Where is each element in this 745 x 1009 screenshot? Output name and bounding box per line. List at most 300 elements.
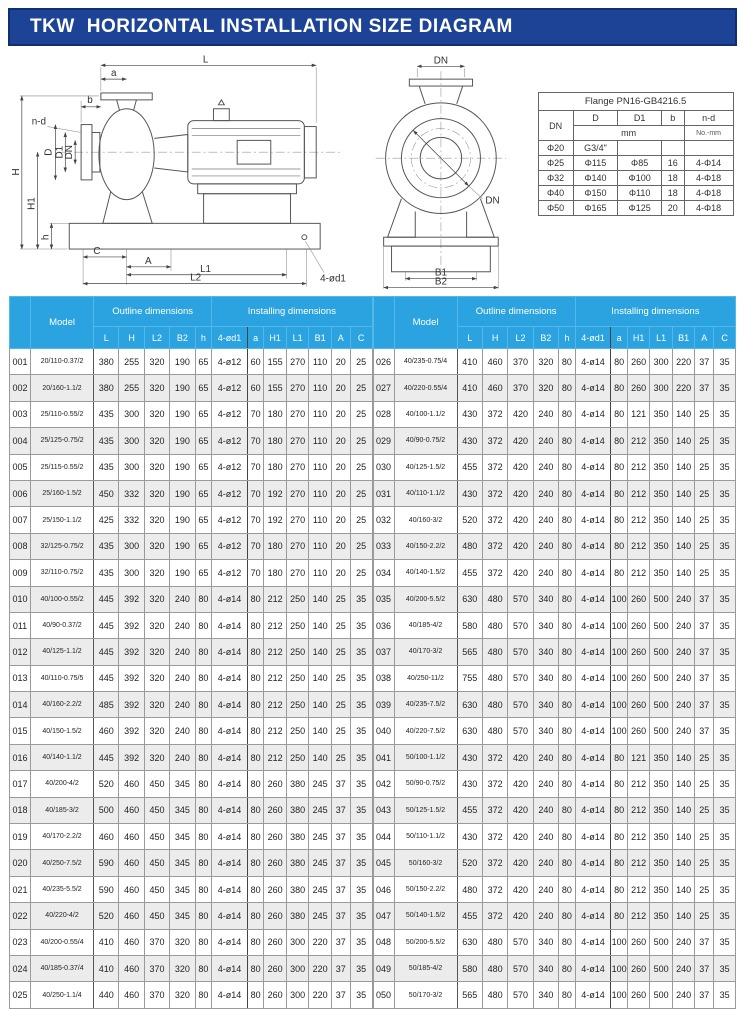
row-number-cell: 048 <box>373 929 394 955</box>
dim-value-cell: 392 <box>119 665 144 691</box>
dim-value-cell: 500 <box>650 955 672 981</box>
dim-value-cell: 155 <box>264 375 286 401</box>
dim-value-cell: 420 <box>508 401 533 427</box>
dim-value-cell: 270 <box>286 533 308 559</box>
dim-value-cell: 192 <box>264 480 286 506</box>
dim-value-cell: 80 <box>195 639 212 665</box>
dim-value-cell: 80 <box>559 665 576 691</box>
dim-value-cell: 80 <box>195 744 212 770</box>
row-number-cell: 012 <box>10 639 31 665</box>
dim-value-cell: 420 <box>508 507 533 533</box>
row-number-cell: 046 <box>373 876 394 902</box>
dim-value-cell: 480 <box>482 639 507 665</box>
model-cell: 40/100-0.55/2 <box>31 586 94 612</box>
row-number-cell: 015 <box>10 718 31 744</box>
dim-value-cell: 250 <box>286 665 308 691</box>
dim-value-cell: 25 <box>331 639 350 665</box>
dim-value-cell: 70 <box>247 428 264 454</box>
dim-value-cell: 4-ø12 <box>212 428 248 454</box>
dim-value-cell: 37 <box>695 929 714 955</box>
model-cell: 50/110-1.1/2 <box>394 824 457 850</box>
dim-value-cell: 350 <box>650 797 672 823</box>
dim-value-cell: 140 <box>672 560 694 586</box>
dim-value-cell: 380 <box>286 850 308 876</box>
dim-value-cell: 140 <box>672 903 694 929</box>
dim-value-cell: 380 <box>94 349 119 375</box>
dim-value-cell: 435 <box>94 454 119 480</box>
dim-label-D1: D1 <box>54 145 66 159</box>
dim-value-cell: 212 <box>264 612 286 638</box>
dim-value-cell: 570 <box>508 665 533 691</box>
row-number-cell: 017 <box>10 771 31 797</box>
dim-value-cell: 80 <box>611 428 628 454</box>
dim-value-cell: 25 <box>350 480 372 506</box>
model-cell: 40/125-1.5/2 <box>394 454 457 480</box>
dim-label-DN-top: DN <box>433 55 448 67</box>
dim-value-cell: 240 <box>533 903 558 929</box>
dim-value-cell: 80 <box>559 876 576 902</box>
dim-value-cell: 240 <box>170 586 195 612</box>
dim-value-cell: 220 <box>309 955 331 981</box>
dim-value-cell: 65 <box>195 375 212 401</box>
dim-value-cell: 565 <box>457 982 482 1008</box>
dim-value-cell: 25 <box>695 850 714 876</box>
flange-table-block <box>532 52 741 216</box>
dim-value-cell: 240 <box>533 533 558 559</box>
dim-value-cell: 4-ø14 <box>575 718 611 744</box>
dim-value-cell: 80 <box>247 771 264 797</box>
col-B1: B1 <box>309 327 331 349</box>
dim-value-cell: 35 <box>714 401 736 427</box>
row-number-cell: 036 <box>373 612 394 638</box>
row-number-cell: 033 <box>373 533 394 559</box>
dim-value-cell: 140 <box>672 428 694 454</box>
dim-value-cell: 80 <box>611 480 628 506</box>
row-number-cell: 002 <box>10 375 31 401</box>
dim-value-cell: 25 <box>350 507 372 533</box>
dim-value-cell: 460 <box>119 850 144 876</box>
model-cell: 40/150-1.5/2 <box>31 718 94 744</box>
dim-value-cell: 25 <box>695 507 714 533</box>
dim-value-cell: 60 <box>247 375 264 401</box>
model-cell: 50/170-3/2 <box>394 982 457 1008</box>
dim-value-cell: 392 <box>119 718 144 744</box>
col-B2: B2 <box>533 327 558 349</box>
dim-value-cell: 140 <box>672 824 694 850</box>
dim-value-cell: 212 <box>627 876 649 902</box>
dim-value-cell: 350 <box>650 824 672 850</box>
flange-table-title: Flange PN16-GB4216.5 <box>538 93 733 111</box>
dim-value-cell: 35 <box>714 744 736 770</box>
dim-value-cell: 37 <box>695 665 714 691</box>
spec-row <box>10 771 373 797</box>
dim-value-cell: 455 <box>457 454 482 480</box>
dim-value-cell: 240 <box>170 612 195 638</box>
flange-unit-no-mm: No.-mm <box>684 126 733 141</box>
dim-value-cell: 35 <box>350 876 372 902</box>
dim-value-cell: 4-ø12 <box>212 480 248 506</box>
dim-value-cell: 260 <box>264 797 286 823</box>
row-number-cell: 035 <box>373 586 394 612</box>
dim-value-cell: 4-ø14 <box>575 771 611 797</box>
row-number-cell: 005 <box>10 454 31 480</box>
flange-col-d1: D1 <box>618 111 662 126</box>
flange-value-cell: G3/4" <box>573 141 618 156</box>
row-number-cell: 014 <box>10 692 31 718</box>
dim-value-cell: 350 <box>650 428 672 454</box>
dim-value-cell: 500 <box>94 797 119 823</box>
dim-value-cell: 140 <box>309 586 331 612</box>
dim-value-cell: 4-ø12 <box>212 349 248 375</box>
dim-value-cell: 180 <box>264 428 286 454</box>
row-number-cell: 038 <box>373 665 394 691</box>
model-header: Model <box>31 297 94 349</box>
model-cell: 40/125-1.1/2 <box>31 639 94 665</box>
dim-value-cell: 450 <box>144 903 169 929</box>
spec-row <box>373 850 736 876</box>
dim-value-cell: 520 <box>457 507 482 533</box>
dim-value-cell: 460 <box>94 824 119 850</box>
dim-value-cell: 220 <box>309 929 331 955</box>
flange-table <box>538 92 734 216</box>
dim-value-cell: 25 <box>350 533 372 559</box>
dim-value-cell: 430 <box>457 480 482 506</box>
dim-value-cell: 20 <box>331 480 350 506</box>
dim-value-cell: 80 <box>247 665 264 691</box>
dim-value-cell: 410 <box>94 929 119 955</box>
dim-value-cell: 20 <box>331 560 350 586</box>
dim-value-cell: 35 <box>350 824 372 850</box>
dim-value-cell: 80 <box>247 929 264 955</box>
col-a: a <box>611 327 628 349</box>
dim-value-cell: 35 <box>714 639 736 665</box>
dim-value-cell: 80 <box>195 665 212 691</box>
spec-tables <box>9 296 736 1009</box>
dim-value-cell: 245 <box>309 771 331 797</box>
dim-value-cell: 320 <box>144 533 169 559</box>
spec-row <box>10 718 373 744</box>
row-number-cell: 032 <box>373 507 394 533</box>
model-cell: 32/110-0.75/2 <box>31 560 94 586</box>
dim-value-cell: 260 <box>264 982 286 1008</box>
row-number-cell: 049 <box>373 955 394 981</box>
dim-value-cell: 372 <box>482 744 507 770</box>
dim-value-cell: 80 <box>559 586 576 612</box>
flange-value-cell: Φ140 <box>573 171 618 186</box>
dim-value-cell: 80 <box>559 850 576 876</box>
dim-value-cell: 255 <box>119 349 144 375</box>
dim-value-cell: 212 <box>264 744 286 770</box>
dim-value-cell: 520 <box>94 903 119 929</box>
dim-value-cell: 480 <box>482 665 507 691</box>
dim-value-cell: 80 <box>611 507 628 533</box>
row-number-cell: 004 <box>10 428 31 454</box>
dim-value-cell: 245 <box>309 903 331 929</box>
dim-value-cell: 460 <box>482 375 507 401</box>
dim-value-cell: 35 <box>350 903 372 929</box>
installing-group-header: Installing dimensions <box>212 297 372 327</box>
dim-value-cell: 300 <box>119 401 144 427</box>
dim-value-cell: 25 <box>350 375 372 401</box>
dim-value-cell: 35 <box>714 797 736 823</box>
row-number-cell: 003 <box>10 401 31 427</box>
dim-value-cell: 190 <box>170 375 195 401</box>
dim-value-cell: 80 <box>247 955 264 981</box>
dim-value-cell: 260 <box>627 586 649 612</box>
dim-value-cell: 240 <box>672 982 694 1008</box>
dim-value-cell: 65 <box>195 401 212 427</box>
dim-value-cell: 80 <box>247 797 264 823</box>
dim-value-cell: 570 <box>508 612 533 638</box>
dim-value-cell: 140 <box>672 507 694 533</box>
dim-value-cell: 460 <box>94 718 119 744</box>
dim-value-cell: 212 <box>627 480 649 506</box>
dim-value-cell: 240 <box>533 771 558 797</box>
flange-unit-mm: mm <box>573 126 684 141</box>
dim-value-cell: 35 <box>350 639 372 665</box>
spec-row <box>10 929 373 955</box>
dim-value-cell: 220 <box>672 349 694 375</box>
dim-value-cell: 320 <box>144 560 169 586</box>
dim-value-cell: 35 <box>350 797 372 823</box>
spec-row <box>373 929 736 955</box>
dim-value-cell: 80 <box>559 401 576 427</box>
dim-value-cell: 240 <box>533 744 558 770</box>
dim-value-cell: 332 <box>119 480 144 506</box>
dim-value-cell: 372 <box>482 428 507 454</box>
dn-cell: Φ50 <box>538 201 573 216</box>
dim-value-cell: 4-ø12 <box>212 560 248 586</box>
dim-value-cell: 4-ø14 <box>575 665 611 691</box>
dim-value-cell: 4-ø14 <box>575 744 611 770</box>
dim-value-cell: 35 <box>714 929 736 955</box>
dim-value-cell: 190 <box>170 560 195 586</box>
dim-value-cell: 240 <box>533 560 558 586</box>
dim-value-cell: 240 <box>170 639 195 665</box>
dim-label-D: D <box>43 148 55 156</box>
dim-value-cell: 20 <box>331 507 350 533</box>
model-cell: 40/220-4/2 <box>31 903 94 929</box>
dim-value-cell: 450 <box>144 876 169 902</box>
dim-value-cell: 4-ø14 <box>575 850 611 876</box>
flange-value-cell: 4-Φ18 <box>684 171 733 186</box>
dim-value-cell: 80 <box>247 744 264 770</box>
dim-value-cell: 320 <box>144 692 169 718</box>
dim-value-cell: 25 <box>350 349 372 375</box>
model-cell: 40/90-0.37/2 <box>31 612 94 638</box>
model-cell: 25/150-1.1/2 <box>31 507 94 533</box>
dim-value-cell: 35 <box>350 612 372 638</box>
spec-row <box>373 375 736 401</box>
dim-value-cell: 4-ø14 <box>212 824 248 850</box>
row-number-cell: 026 <box>373 349 394 375</box>
dim-value-cell: 100 <box>611 665 628 691</box>
dim-value-cell: 25 <box>331 612 350 638</box>
dim-value-cell: 4-ø14 <box>575 797 611 823</box>
dim-value-cell: 35 <box>714 771 736 797</box>
dim-value-cell: 80 <box>247 982 264 1008</box>
dim-value-cell: 320 <box>170 982 195 1008</box>
row-number-cell: 031 <box>373 480 394 506</box>
spec-row <box>373 665 736 691</box>
dim-value-cell: 140 <box>309 639 331 665</box>
dim-value-cell: 4-ø14 <box>575 955 611 981</box>
page-title-banner <box>8 8 737 46</box>
dim-value-cell: 345 <box>170 797 195 823</box>
dim-value-cell: 380 <box>286 824 308 850</box>
dim-value-cell: 420 <box>508 903 533 929</box>
dim-value-cell: 345 <box>170 771 195 797</box>
row-number-cell: 006 <box>10 480 31 506</box>
dim-value-cell: 4-ø14 <box>212 771 248 797</box>
dim-value-cell: 80 <box>247 850 264 876</box>
dim-value-cell: 80 <box>195 718 212 744</box>
dim-value-cell: 80 <box>559 428 576 454</box>
dim-value-cell: 80 <box>559 480 576 506</box>
dim-value-cell: 350 <box>650 876 672 902</box>
dim-value-cell: 260 <box>264 771 286 797</box>
dim-value-cell: 345 <box>170 903 195 929</box>
dim-value-cell: 4-ø14 <box>575 560 611 586</box>
model-cell: 40/235-7.5/2 <box>394 692 457 718</box>
dim-value-cell: 380 <box>286 876 308 902</box>
dim-value-cell: 140 <box>672 771 694 797</box>
dim-value-cell: 350 <box>650 560 672 586</box>
dim-value-cell: 270 <box>286 428 308 454</box>
dim-value-cell: 350 <box>650 744 672 770</box>
dim-value-cell: 80 <box>611 771 628 797</box>
dim-value-cell: 570 <box>508 718 533 744</box>
outline-group-header: Outline dimensions <box>94 297 212 327</box>
dim-value-cell: 430 <box>457 428 482 454</box>
dim-value-cell: 320 <box>170 955 195 981</box>
row-number-cell: 019 <box>10 824 31 850</box>
dim-value-cell: 80 <box>559 454 576 480</box>
dim-value-cell: 420 <box>508 744 533 770</box>
dim-value-cell: 80 <box>195 824 212 850</box>
dim-value-cell: 480 <box>482 586 507 612</box>
dim-value-cell: 80 <box>247 612 264 638</box>
dim-value-cell: 80 <box>611 824 628 850</box>
model-cell: 40/100-1.1/2 <box>394 401 457 427</box>
dim-value-cell: 80 <box>195 586 212 612</box>
dim-value-cell: 480 <box>482 955 507 981</box>
dim-value-cell: 420 <box>508 797 533 823</box>
dim-value-cell: 4-ø14 <box>575 375 611 401</box>
dim-value-cell: 480 <box>457 533 482 559</box>
flange-value-cell: 16 <box>662 156 685 171</box>
dim-value-cell: 320 <box>144 586 169 612</box>
spec-row <box>10 903 373 929</box>
dim-label-A: A <box>144 255 152 267</box>
dim-value-cell: 420 <box>508 771 533 797</box>
dim-value-cell: 35 <box>714 612 736 638</box>
dim-value-cell: 420 <box>508 824 533 850</box>
model-cell: 40/220-0.55/4 <box>394 375 457 401</box>
spec-row <box>10 639 373 665</box>
dim-label-b: b <box>87 94 93 106</box>
model-cell: 32/125-0.75/2 <box>31 533 94 559</box>
dim-value-cell: 240 <box>672 929 694 955</box>
dim-value-cell: 4-ø14 <box>575 349 611 375</box>
dim-value-cell: 35 <box>714 876 736 902</box>
outline-group-header: Outline dimensions <box>457 297 575 327</box>
dim-value-cell: 350 <box>650 850 672 876</box>
dim-value-cell: 372 <box>482 560 507 586</box>
dim-value-cell: 80 <box>611 533 628 559</box>
dim-label-H: H <box>10 168 22 176</box>
dim-value-cell: 140 <box>309 744 331 770</box>
dim-value-cell: 25 <box>331 744 350 770</box>
flange-value-cell: Φ165 <box>573 201 618 216</box>
dim-value-cell: 190 <box>170 454 195 480</box>
dim-value-cell: 35 <box>714 349 736 375</box>
flange-value-cell <box>618 141 662 156</box>
dim-value-cell: 65 <box>195 349 212 375</box>
row-number-cell: 023 <box>10 929 31 955</box>
row-number-cell: 042 <box>373 771 394 797</box>
dim-value-cell: 35 <box>350 718 372 744</box>
row-number-cell: 018 <box>10 797 31 823</box>
dim-value-cell: 250 <box>286 744 308 770</box>
dim-value-cell: 25 <box>695 797 714 823</box>
spec-row <box>373 955 736 981</box>
dim-value-cell: 370 <box>144 929 169 955</box>
model-cell: 50/140-1.5/2 <box>394 903 457 929</box>
dim-value-cell: 37 <box>331 929 350 955</box>
dim-value-cell: 25 <box>350 454 372 480</box>
flange-value-cell: 18 <box>662 171 685 186</box>
dim-value-cell: 140 <box>672 797 694 823</box>
dim-value-cell: 212 <box>627 560 649 586</box>
flange-value-cell: 4-Φ14 <box>684 156 733 171</box>
row-number-cell: 009 <box>10 560 31 586</box>
dim-value-cell: 60 <box>247 349 264 375</box>
dim-value-cell: 192 <box>264 507 286 533</box>
flange-value-cell: 18 <box>662 186 685 201</box>
spec-row <box>10 824 373 850</box>
dim-value-cell: 372 <box>482 876 507 902</box>
page-title: HORIZONTAL INSTALLATION SIZE DIAGRAM <box>86 16 513 37</box>
dim-value-cell: 392 <box>119 612 144 638</box>
dim-value-cell: 35 <box>350 586 372 612</box>
dim-value-cell: 300 <box>286 929 308 955</box>
dim-value-cell: 260 <box>264 929 286 955</box>
dim-value-cell: 260 <box>627 665 649 691</box>
spec-row <box>10 797 373 823</box>
dim-value-cell: 65 <box>195 454 212 480</box>
model-cell: 50/200-5.5/2 <box>394 929 457 955</box>
dim-value-cell: 20 <box>331 401 350 427</box>
dim-value-cell: 100 <box>611 718 628 744</box>
dim-value-cell: 445 <box>94 586 119 612</box>
dim-value-cell: 35 <box>350 850 372 876</box>
model-cell: 50/100-1.1/2 <box>394 744 457 770</box>
row-number-cell: 044 <box>373 824 394 850</box>
dim-value-cell: 140 <box>309 692 331 718</box>
dim-value-cell: 250 <box>286 586 308 612</box>
model-cell: 40/185-0.37/4 <box>31 955 94 981</box>
dim-value-cell: 4-ø14 <box>575 639 611 665</box>
model-cell: 25/110-0.55/2 <box>31 401 94 427</box>
dim-value-cell: 520 <box>457 850 482 876</box>
dim-value-cell: 240 <box>533 507 558 533</box>
dim-value-cell: 240 <box>533 454 558 480</box>
row-number-header <box>10 297 31 349</box>
dim-value-cell: 460 <box>119 982 144 1008</box>
row-number-cell: 008 <box>10 533 31 559</box>
flange-value-cell: Φ115 <box>573 156 618 171</box>
